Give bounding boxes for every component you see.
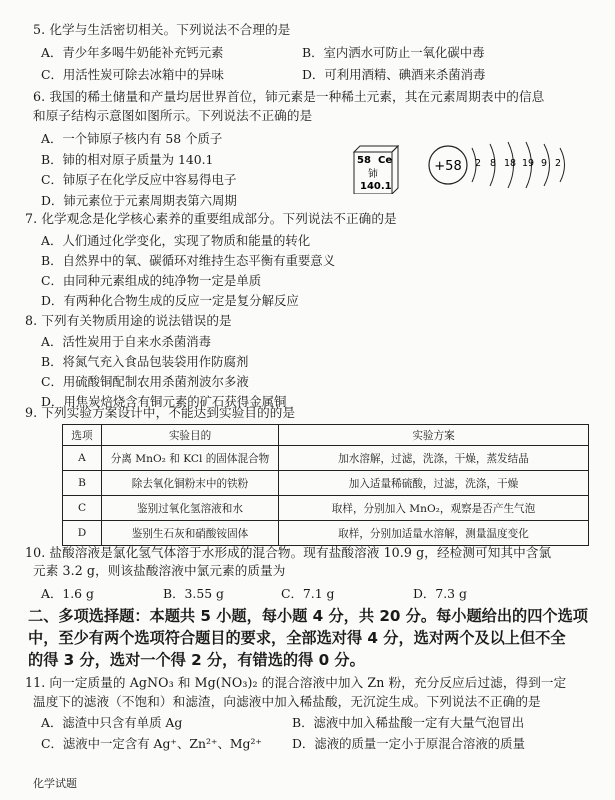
q10-option-a[interactable]: A．1.6 g [41,586,94,601]
row-a-plan: 加水溶解，过滤，洗涤，干燥，蒸发结晶 [279,446,589,471]
row-d-plan: 取样，分别加适量水溶解，测量温度变化 [279,521,589,546]
row-d-label: D [63,521,102,546]
q8-option-b[interactable]: B．将氮气充入食品包装袋用作防腐剂 [41,354,249,369]
element-name: 铈 [368,169,378,180]
shell-2: 8 [489,158,497,169]
element-symbol: Ce [378,155,393,166]
experiment-table [62,424,589,546]
atomic-structure-diagram [420,140,595,190]
q6-option-a[interactable]: A．一个铈原子核内有 58 个质子 [41,131,223,146]
q5-option-c[interactable]: C．用活性炭可除去冰箱中的异味 [41,67,224,82]
table-header-row [63,425,589,446]
q8-option-c[interactable]: C．用硫酸铜配制农用杀菌剂波尔多液 [41,374,249,389]
header-purpose: 实验目的 [102,425,279,446]
row-b-label: B [63,471,102,496]
q11-option-a[interactable]: A．滤渣中只含有单质 Ag [41,715,183,730]
row-c-label: C [63,496,102,521]
q5-stem: 5. 化学与生活密切相关。下列说法不合理的是 [33,22,291,37]
section-2-heading-line-1: 二、多项选择题：本题共 5 小题，每小题 4 分，共 20 分。每小题给出的四个选项 [28,607,588,625]
table-row[interactable] [63,521,589,546]
q6-stem-2: 和原子结构示意图如图所示。下列说法不正确的是 [33,108,313,123]
q8-option-d[interactable]: D．用焦炭焙烧含有铜元素的矿石获得金属铜 [41,394,287,409]
q11-option-d[interactable]: D．滤液的质量一定小于原混合溶液的质量 [292,736,525,751]
q10-option-d[interactable]: D．7.3 g [413,586,467,601]
header-plan: 实验方案 [279,425,589,446]
q9-stem: 9. 下列实验方案设计中，不能达到实验目的的是 [25,405,296,420]
nucleus-charge: +58 [434,159,462,174]
shell-6: 2 [554,158,562,169]
q10-option-b[interactable]: B．3.55 g [163,586,224,601]
q7-option-c[interactable]: C．由同种元素组成的纯净物一定是单质 [41,273,262,288]
row-a-purpose: 分离 MnO₂ 和 KCl 的固体混合物 [102,446,279,471]
q6-option-b[interactable]: B．铈的相对原子质量为 140.1 [41,152,214,167]
element-card-cerium [352,144,400,194]
header-option: 选项 [63,425,102,446]
row-c-purpose: 鉴别过氧化氢溶液和水 [102,496,279,521]
q11-option-c[interactable]: C．滤液中一定含有 Ag⁺、Zn²⁺、Mg²⁺ [41,736,262,751]
q7-option-a[interactable]: A．人们通过化学变化，实现了物质和能量的转化 [41,233,311,248]
row-b-plan: 加入适量稀硫酸，过滤，洗涤，干燥 [279,471,589,496]
shell-3: 18 [503,158,517,169]
q6-option-d[interactable]: D．铈元素位于元素周期表第六周期 [41,193,237,208]
page-footer: 化学试题 [33,777,77,790]
q5-option-a[interactable]: A．青少年多喝牛奶能补充钙元素 [41,45,224,60]
q5-option-d[interactable]: D．可利用酒精、碘酒来杀菌消毒 [302,67,486,82]
q10-option-c[interactable]: C．7.1 g [281,586,335,601]
row-b-purpose: 除去氧化铜粉末中的铁粉 [102,471,279,496]
q6-option-c[interactable]: C．铈原子在化学反应中容易得电子 [41,172,237,187]
q10-stem-2: 元素 3.2 g，则该盐酸溶液中氯元素的质量为 [33,563,286,578]
q8-option-a[interactable]: A．活性炭用于自来水杀菌消毒 [41,334,212,349]
element-number: 58 [357,155,371,166]
section-2-heading-line-3: 的得 3 分，选对一个得 2 分，有错选的得 0 分。 [28,651,365,669]
section-2-heading-line-2: 中，至少有两个选项符合题目的要求，全部选对得 4 分，选对两个及以上但不全 [28,629,566,647]
q8-stem: 8. 下列有关物质用途的说法错误的是 [25,313,232,328]
shell-4: 19 [521,158,535,169]
shell-1: 2 [474,158,482,169]
table-row[interactable] [63,496,589,521]
table-row[interactable] [63,446,589,471]
q5-option-b[interactable]: B．室内洒水可防止一氧化碳中毒 [302,45,485,60]
q11-option-b[interactable]: B．滤液中加入稀盐酸一定有大量气泡冒出 [292,715,525,730]
q10-stem-1: 10. 盐酸溶液是氯化氢气体溶于水形成的混合物。现有盐酸溶液 10.9 g，经检测可知其中含氯 [25,545,552,560]
row-c-plan: 取样，分别加入 MnO₂，观察是否产生气泡 [279,496,589,521]
shell-5: 9 [540,158,548,169]
q7-stem: 7. 化学观念是化学核心素养的重要组成部分。下列说法不正确的是 [25,211,397,226]
q7-option-d[interactable]: D．有两种化合物生成的反应一定是复分解反应 [41,293,299,308]
q11-stem-2: 温度下的滤液（不饱和）和滤渣，向滤液中加入稀盐酸，无沉淀生成。下列说法不正确的是 [33,694,541,709]
q6-stem-1: 6. 我国的稀土储量和产量均居世界首位，铈元素是一种稀土元素，其在元素周期表中的信息 [33,89,545,104]
q7-option-b[interactable]: B．自然界中的氧、碳循环对维持生态平衡有重要意义 [41,253,336,268]
element-mass: 140.1 [360,181,392,192]
table-row[interactable] [63,471,589,496]
row-d-purpose: 鉴别生石灰和硝酸铵固体 [102,521,279,546]
row-a-label: A [63,446,102,471]
q11-stem-1: 11. 向一定质量的 AgNO₃ 和 Mg(NO₃)₂ 的混合溶液中加入 Zn 粉，充分反应后过滤，得到一定 [25,675,567,690]
